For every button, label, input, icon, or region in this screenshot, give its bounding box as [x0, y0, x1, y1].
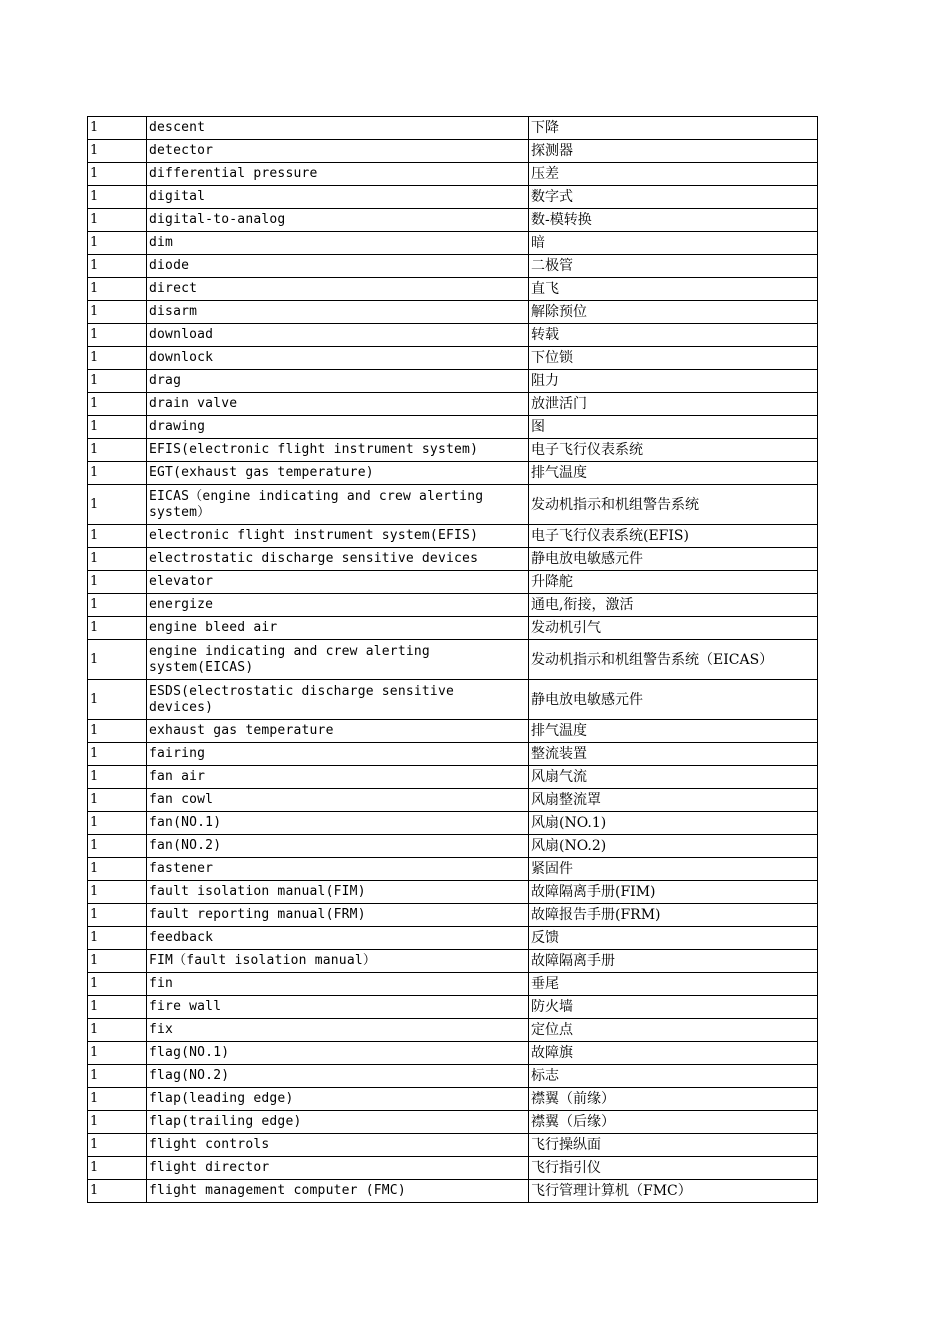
row-count-cell: 1 [88, 640, 147, 680]
english-term-cell: energize [147, 594, 529, 617]
row-count-cell: 1 [88, 720, 147, 743]
english-term-cell: digital [147, 186, 529, 209]
chinese-term-cell: 排气温度 [529, 720, 818, 743]
chinese-term-cell: 数字式 [529, 186, 818, 209]
table-row [88, 996, 818, 1019]
chinese-term-cell: 升降舵 [529, 571, 818, 594]
row-count-cell: 1 [88, 594, 147, 617]
table-row [88, 1134, 818, 1157]
chinese-term-cell: 下降 [529, 117, 818, 140]
chinese-term-cell: 发动机指示和机组警告系统 [529, 485, 818, 525]
english-term-cell: flight management computer (FMC) [147, 1180, 529, 1203]
glossary-table-body [88, 117, 818, 1203]
chinese-term-cell: 静电放电敏感元件 [529, 680, 818, 720]
table-row [88, 209, 818, 232]
chinese-term-cell: 标志 [529, 1065, 818, 1088]
chinese-term-cell: 故障隔离手册(FIM) [529, 881, 818, 904]
chinese-term-cell: 飞行操纵面 [529, 1134, 818, 1157]
row-count-cell: 1 [88, 571, 147, 594]
chinese-term-cell: 电子飞行仪表系统(EFIS) [529, 525, 818, 548]
row-count-cell: 1 [88, 1019, 147, 1042]
chinese-term-cell: 二极管 [529, 255, 818, 278]
row-count-cell: 1 [88, 1134, 147, 1157]
table-row [88, 1157, 818, 1180]
chinese-term-cell: 压差 [529, 163, 818, 186]
row-count-cell: 1 [88, 789, 147, 812]
table-row [88, 720, 818, 743]
row-count-cell: 1 [88, 462, 147, 485]
english-term-cell: electronic flight instrument system(EFIS) [147, 525, 529, 548]
chinese-term-cell: 反馈 [529, 927, 818, 950]
table-row [88, 973, 818, 996]
chinese-term-cell: 下位锁 [529, 347, 818, 370]
row-count-cell: 1 [88, 525, 147, 548]
table-row [88, 324, 818, 347]
table-row [88, 743, 818, 766]
row-count-cell: 1 [88, 680, 147, 720]
english-term-cell: EFIS(electronic flight instrument system) [147, 439, 529, 462]
chinese-term-cell: 襟翼（后缘） [529, 1111, 818, 1134]
english-term-cell: dim [147, 232, 529, 255]
table-row [88, 1111, 818, 1134]
table-row [88, 439, 818, 462]
table-row [88, 812, 818, 835]
english-term-cell: download [147, 324, 529, 347]
chinese-term-cell: 垂尾 [529, 973, 818, 996]
table-row [88, 347, 818, 370]
chinese-term-cell: 风扇整流罩 [529, 789, 818, 812]
table-row [88, 1180, 818, 1203]
row-count-cell: 1 [88, 439, 147, 462]
english-term-cell: differential pressure [147, 163, 529, 186]
english-term-cell: elevator [147, 571, 529, 594]
chinese-term-cell: 解除预位 [529, 301, 818, 324]
table-row [88, 186, 818, 209]
table-row [88, 640, 818, 680]
row-count-cell: 1 [88, 1065, 147, 1088]
row-count-cell: 1 [88, 548, 147, 571]
chinese-term-cell: 发动机指示和机组警告系统（EICAS） [529, 640, 818, 680]
chinese-term-cell: 数-模转换 [529, 209, 818, 232]
row-count-cell: 1 [88, 163, 147, 186]
chinese-term-cell: 发动机引气 [529, 617, 818, 640]
chinese-term-cell: 定位点 [529, 1019, 818, 1042]
english-term-cell: EGT(exhaust gas temperature) [147, 462, 529, 485]
chinese-term-cell: 飞行管理计算机（FMC） [529, 1180, 818, 1203]
english-term-cell: fan air [147, 766, 529, 789]
english-term-cell: flag(NO.1) [147, 1042, 529, 1065]
english-term-cell: digital-to-analog [147, 209, 529, 232]
table-row [88, 1019, 818, 1042]
english-term-cell: fan(NO.2) [147, 835, 529, 858]
table-row [88, 571, 818, 594]
english-term-cell: descent [147, 117, 529, 140]
chinese-term-cell: 防火墙 [529, 996, 818, 1019]
row-count-cell: 1 [88, 973, 147, 996]
row-count-cell: 1 [88, 1180, 147, 1203]
english-term-cell: detector [147, 140, 529, 163]
table-row [88, 232, 818, 255]
table-row [88, 1065, 818, 1088]
row-count-cell: 1 [88, 617, 147, 640]
chinese-term-cell: 暗 [529, 232, 818, 255]
chinese-term-cell: 阻力 [529, 370, 818, 393]
row-count-cell: 1 [88, 117, 147, 140]
table-row [88, 904, 818, 927]
table-row [88, 278, 818, 301]
row-count-cell: 1 [88, 812, 147, 835]
row-count-cell: 1 [88, 858, 147, 881]
row-count-cell: 1 [88, 927, 147, 950]
chinese-term-cell: 故障报告手册(FRM) [529, 904, 818, 927]
chinese-term-cell: 通电,衔接，激活 [529, 594, 818, 617]
row-count-cell: 1 [88, 835, 147, 858]
row-count-cell: 1 [88, 232, 147, 255]
chinese-term-cell: 探测器 [529, 140, 818, 163]
english-term-cell: drain valve [147, 393, 529, 416]
chinese-term-cell: 风扇(NO.1) [529, 812, 818, 835]
row-count-cell: 1 [88, 766, 147, 789]
chinese-term-cell: 故障隔离手册 [529, 950, 818, 973]
table-row [88, 117, 818, 140]
table-row [88, 789, 818, 812]
english-term-cell: engine bleed air [147, 617, 529, 640]
table-row [88, 462, 818, 485]
english-term-cell: EICAS（engine indicating and crew alerting system） [147, 485, 529, 525]
row-count-cell: 1 [88, 416, 147, 439]
chinese-term-cell: 直飞 [529, 278, 818, 301]
english-term-cell: fastener [147, 858, 529, 881]
english-term-cell: drawing [147, 416, 529, 439]
chinese-term-cell: 飞行指引仪 [529, 1157, 818, 1180]
row-count-cell: 1 [88, 904, 147, 927]
english-term-cell: flag(NO.2) [147, 1065, 529, 1088]
row-count-cell: 1 [88, 393, 147, 416]
row-count-cell: 1 [88, 140, 147, 163]
english-term-cell: feedback [147, 927, 529, 950]
row-count-cell: 1 [88, 255, 147, 278]
table-row [88, 163, 818, 186]
chinese-term-cell: 排气温度 [529, 462, 818, 485]
chinese-term-cell: 放泄活门 [529, 393, 818, 416]
chinese-term-cell: 襟翼（前缘） [529, 1088, 818, 1111]
english-term-cell: fan(NO.1) [147, 812, 529, 835]
table-row [88, 301, 818, 324]
row-count-cell: 1 [88, 324, 147, 347]
english-term-cell: flight controls [147, 1134, 529, 1157]
table-row [88, 525, 818, 548]
table-row [88, 1088, 818, 1111]
english-term-cell: downlock [147, 347, 529, 370]
chinese-term-cell: 转载 [529, 324, 818, 347]
chinese-term-cell: 风扇(NO.2) [529, 835, 818, 858]
row-count-cell: 1 [88, 1042, 147, 1065]
chinese-term-cell: 风扇气流 [529, 766, 818, 789]
table-row [88, 858, 818, 881]
table-row [88, 617, 818, 640]
table-row [88, 370, 818, 393]
row-count-cell: 1 [88, 1157, 147, 1180]
row-count-cell: 1 [88, 186, 147, 209]
english-term-cell: drag [147, 370, 529, 393]
row-count-cell: 1 [88, 996, 147, 1019]
table-row [88, 766, 818, 789]
table-row [88, 1042, 818, 1065]
table-row [88, 485, 818, 525]
english-term-cell: fin [147, 973, 529, 996]
table-row [88, 548, 818, 571]
english-term-cell: engine indicating and crew alerting system(EICAS) [147, 640, 529, 680]
row-count-cell: 1 [88, 485, 147, 525]
row-count-cell: 1 [88, 1111, 147, 1134]
english-term-cell: fire wall [147, 996, 529, 1019]
table-row [88, 140, 818, 163]
glossary-table [87, 116, 818, 1203]
english-term-cell: fix [147, 1019, 529, 1042]
row-count-cell: 1 [88, 278, 147, 301]
chinese-term-cell: 图 [529, 416, 818, 439]
chinese-term-cell: 故障旗 [529, 1042, 818, 1065]
row-count-cell: 1 [88, 950, 147, 973]
english-term-cell: flap(trailing edge) [147, 1111, 529, 1134]
english-term-cell: disarm [147, 301, 529, 324]
table-row [88, 680, 818, 720]
row-count-cell: 1 [88, 743, 147, 766]
table-row [88, 835, 818, 858]
chinese-term-cell: 紧固件 [529, 858, 818, 881]
row-count-cell: 1 [88, 1088, 147, 1111]
english-term-cell: flight director [147, 1157, 529, 1180]
chinese-term-cell: 静电放电敏感元件 [529, 548, 818, 571]
chinese-term-cell: 电子飞行仪表系统 [529, 439, 818, 462]
english-term-cell: electrostatic discharge sensitive devices [147, 548, 529, 571]
table-row [88, 881, 818, 904]
table-row [88, 950, 818, 973]
table-row [88, 416, 818, 439]
row-count-cell: 1 [88, 370, 147, 393]
english-term-cell: direct [147, 278, 529, 301]
row-count-cell: 1 [88, 301, 147, 324]
table-row [88, 927, 818, 950]
english-term-cell: ESDS(electrostatic discharge sensitive devices) [147, 680, 529, 720]
row-count-cell: 1 [88, 881, 147, 904]
table-row [88, 594, 818, 617]
row-count-cell: 1 [88, 209, 147, 232]
table-row [88, 393, 818, 416]
english-term-cell: FIM（fault isolation manual） [147, 950, 529, 973]
english-term-cell: fault isolation manual(FIM) [147, 881, 529, 904]
english-term-cell: flap(leading edge) [147, 1088, 529, 1111]
english-term-cell: diode [147, 255, 529, 278]
english-term-cell: exhaust gas temperature [147, 720, 529, 743]
row-count-cell: 1 [88, 347, 147, 370]
english-term-cell: fault reporting manual(FRM) [147, 904, 529, 927]
table-row [88, 255, 818, 278]
chinese-term-cell: 整流装置 [529, 743, 818, 766]
english-term-cell: fan cowl [147, 789, 529, 812]
english-term-cell: fairing [147, 743, 529, 766]
